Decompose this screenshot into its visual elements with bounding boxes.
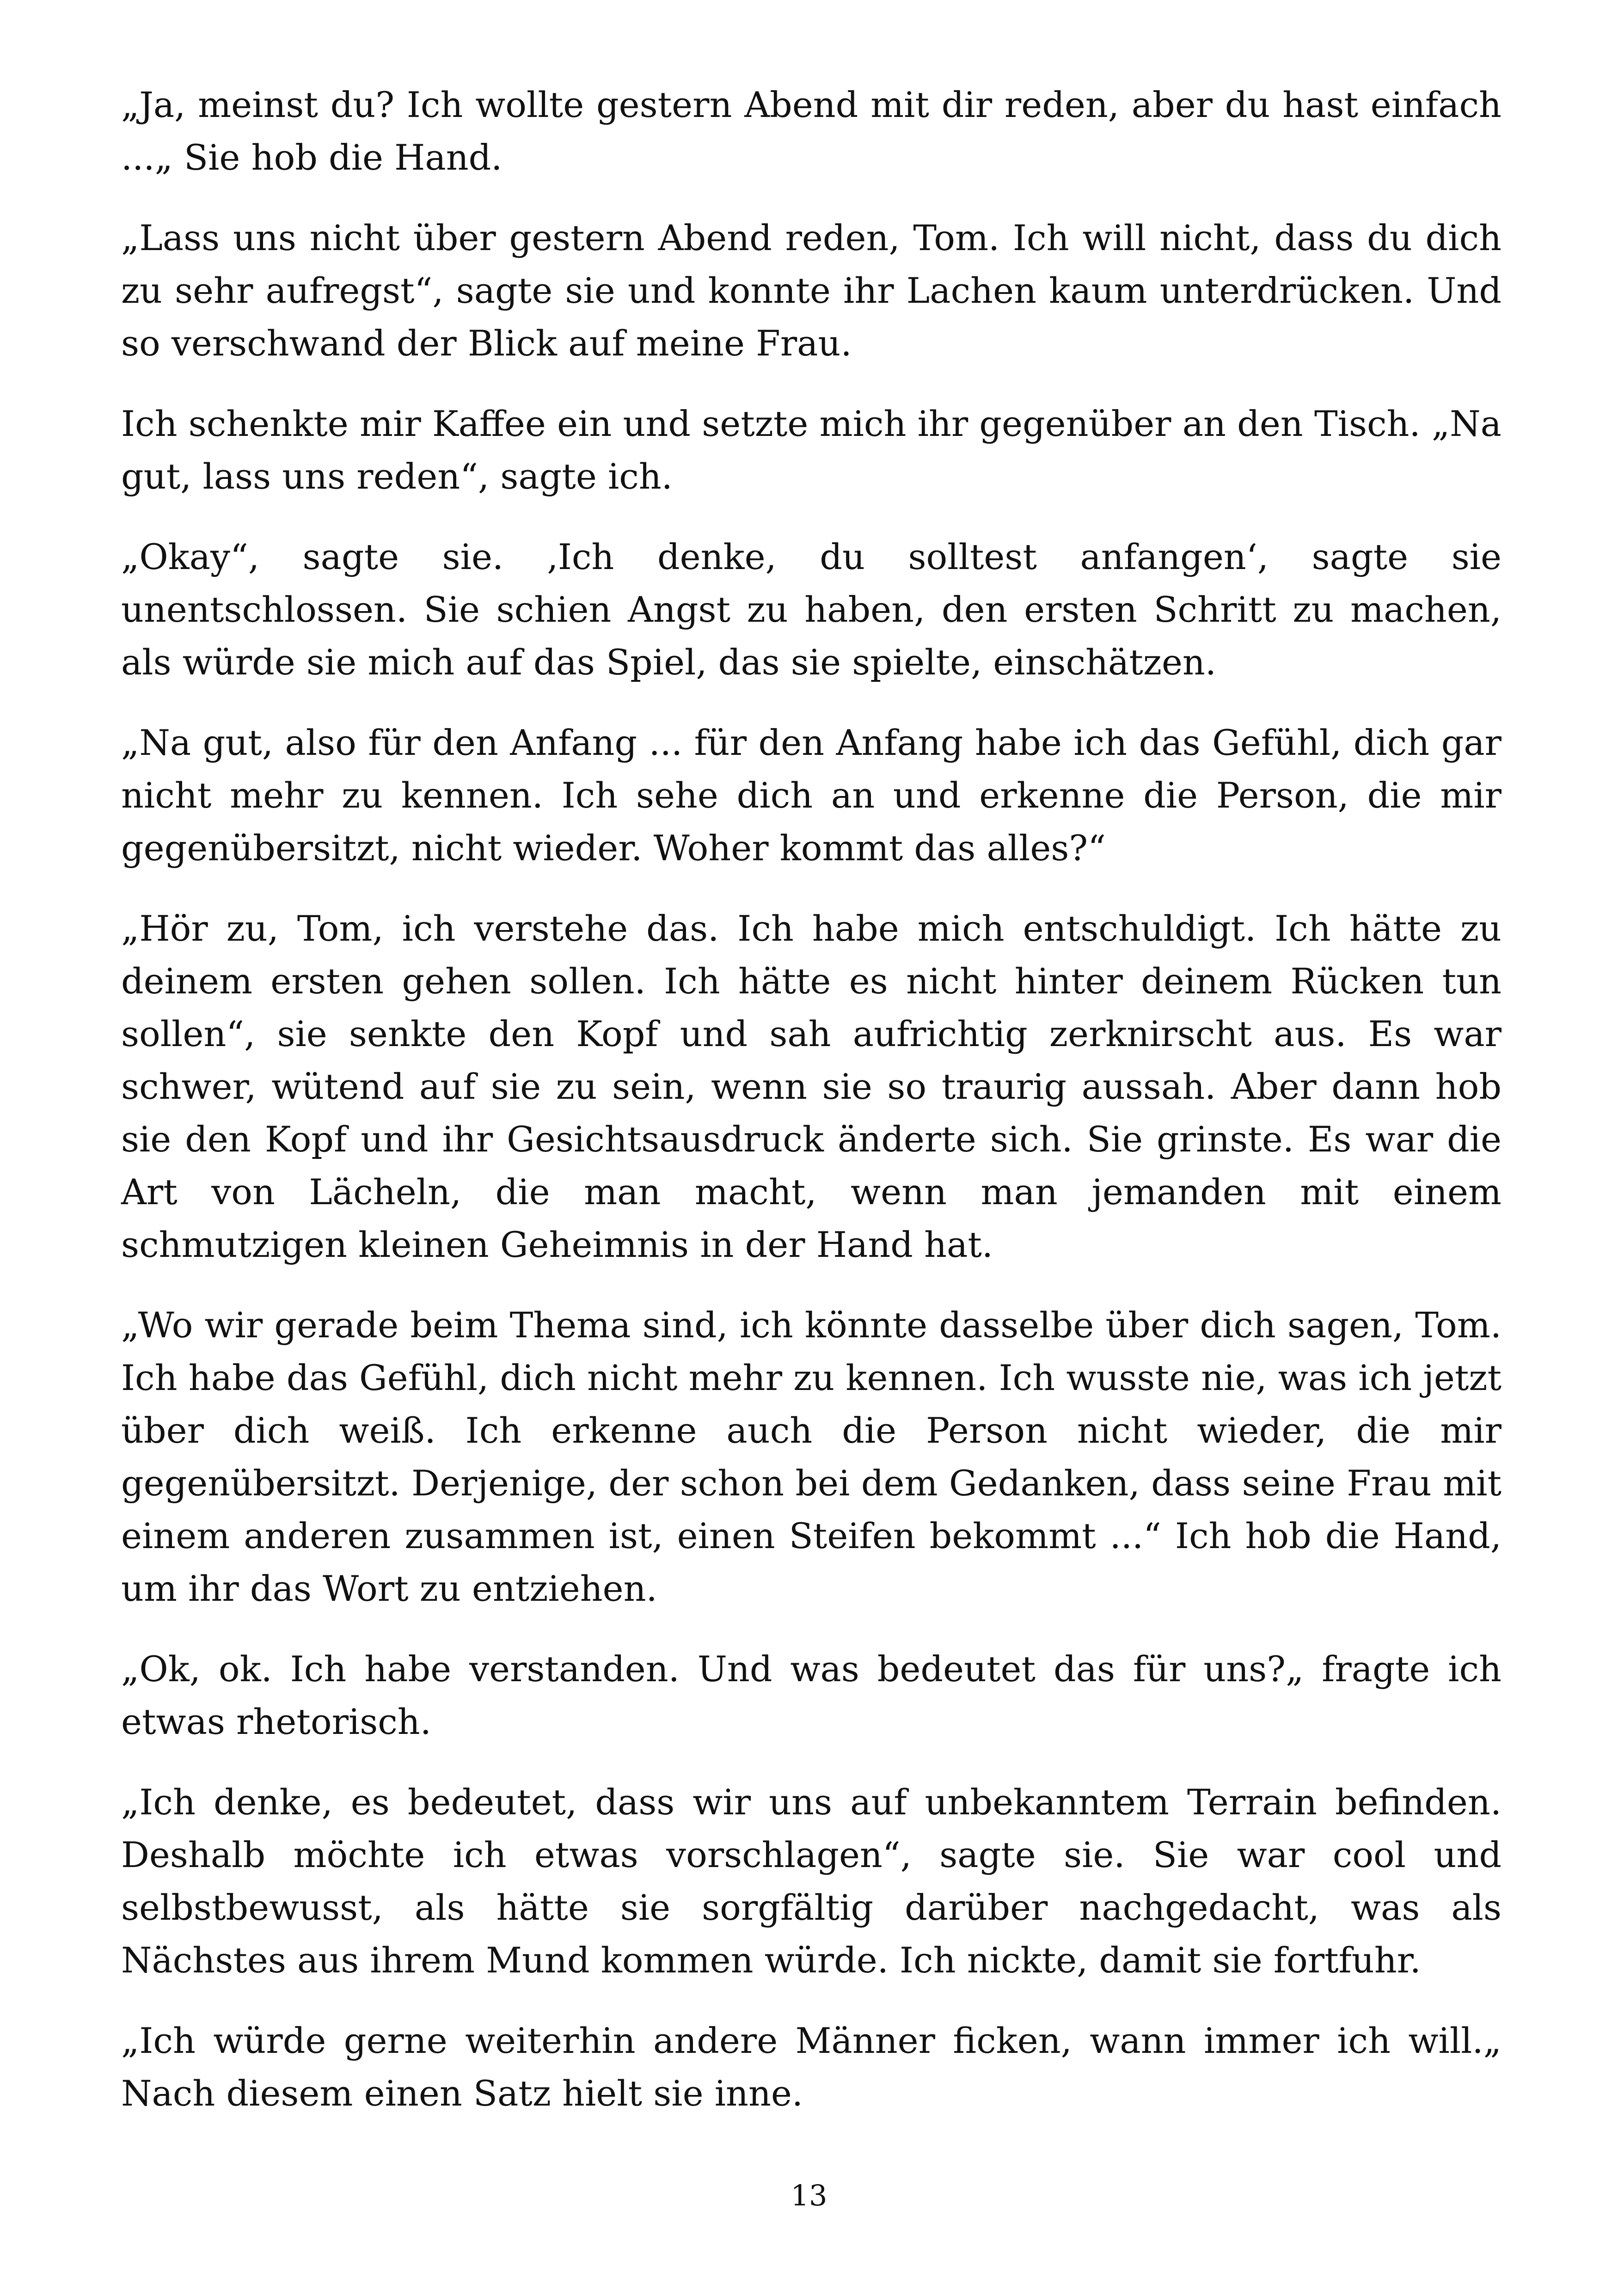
paragraph: „Ich denke, es bedeutet, dass wir uns auf unbekanntem Terrain befinden. Deshalb möchte ich etwas vorschlagen“, sagte sie. Sie war cool und selbstbewusst, als hätte sie sorgfältig darüber nachgedacht, was als Nächstes aus ihrem Mund kommen würde. Ich nickte, damit sie fortfuhr.	[121, 1782, 1502, 1981]
paragraph: „Lass uns nicht über gestern Abend reden, Tom. Ich will nicht, dass du dich zu sehr aufregst“, sagte sie und konnte ihr Lachen kaum unterdrücken. Und so verschwand der Blick auf meine Frau.	[121, 217, 1502, 364]
paragraph: „Okay“, sagte sie. ‚Ich denke, du solltest anfangen‘, sagte sie unentschlossen. Sie schien Angst zu haben, den ersten Schritt zu machen, als würde sie mich auf das Spiel, das sie spielte, einschätzen.	[121, 536, 1502, 683]
paragraph: Ich schenkte mir Kaffee ein und setzte mich ihr gegenüber an den Tisch. „Na gut, lass uns reden“, sagte ich.	[121, 403, 1502, 497]
page-number: 13	[791, 2179, 827, 2212]
paragraph: „Na gut, also für den Anfang ... für den Anfang habe ich das Gefühl, dich gar nicht mehr zu kennen. Ich sehe dich an und erkenne die Person, die mir gegenübersitzt, nicht wieder. Woher kommt das alles?“	[121, 722, 1502, 869]
paragraph: „Wo wir gerade beim Thema sind, ich könnte dasselbe über dich sagen, Tom. Ich habe das Gefühl, dich nicht mehr zu kennen. Ich wusste nie, was ich jetzt über dich weiß. Ich erkenne auch die Person nicht wieder, die mir gegenübersitzt. Derjenige, der schon bei dem Gedanken, dass seine Frau mit einem anderen zusammen ist, einen Steifen bekommt ...“ Ich hob die Hand, um ihr das Wort zu entziehen.	[121, 1304, 1502, 1609]
paragraph: „Ok, ok. Ich habe verstanden. Und was bedeutet das für uns?„ fragte ich etwas rhetorisch.	[121, 1648, 1502, 1742]
paragraph: „Ich würde gerne weiterhin andere Männer ficken, wann immer ich will.„ Nach diesem einen Satz hielt sie inne.	[121, 2020, 1502, 2114]
paragraph: „Ja, meinst du? Ich wollte gestern Abend mit dir reden, aber du hast einfach ...„ Sie hob die Hand.	[121, 84, 1502, 178]
body-text	[121, 79, 1502, 2148]
paragraph: „Hör zu, Tom, ich verstehe das. Ich habe mich entschuldigt. Ich hätte zu deinem ersten gehen sollen. Ich hätte es nicht hinter deinem Rücken tun sollen“, sie senkte den Kopf und sah aufrichtig zerknirscht aus. Es war schwer, wütend auf sie zu sein, wenn sie so traurig aussah. Aber dann hob sie den Kopf und ihr Gesichtsausdruck änderte sich. Sie grinste. Es war die Art von Lächeln, die man macht, wenn man jemanden mit einem schmutzigen kleinen Geheimnis in der Hand hat.	[121, 908, 1502, 1265]
